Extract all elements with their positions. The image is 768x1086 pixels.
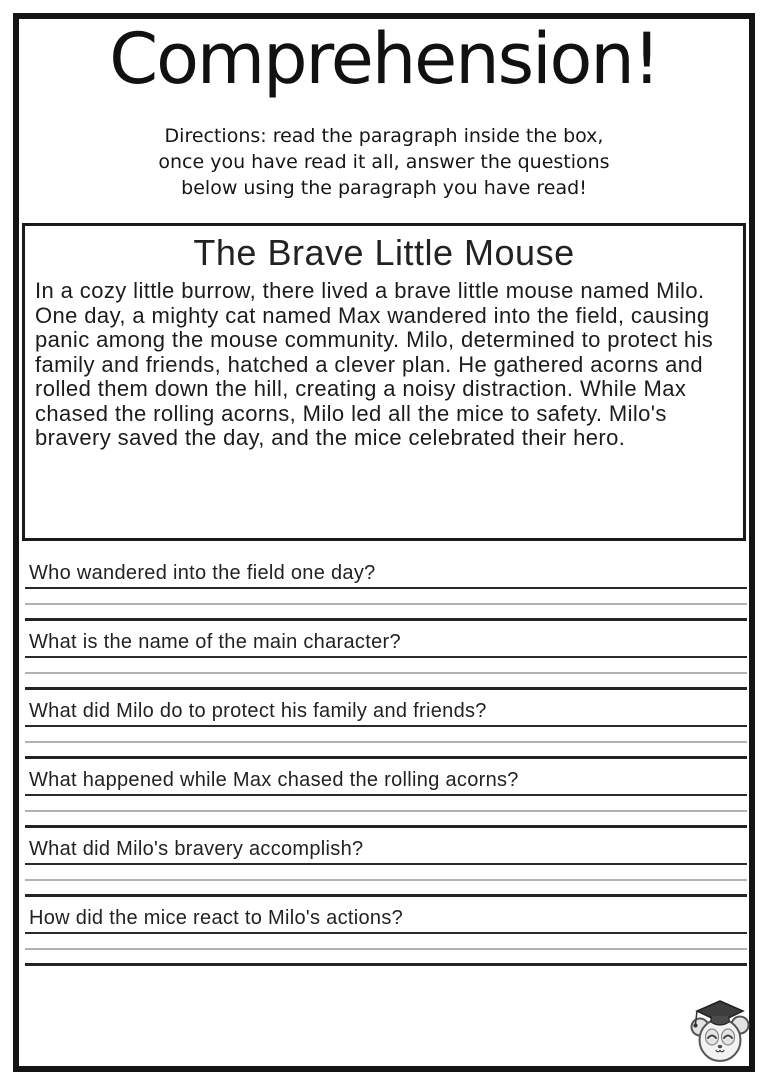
answer-line [25, 658, 747, 674]
answer-line [25, 605, 747, 621]
question-block-3 [25, 699, 747, 759]
question-block-5 [25, 837, 747, 897]
question-text: Who wandered into the field one day? [25, 561, 747, 589]
question-block-2 [25, 630, 747, 690]
question-text: How did the mice react to Milo's actions? [25, 906, 747, 934]
answer-line [25, 950, 747, 966]
story-paragraph: In a cozy little burrow, there lived a brave little mouse named Milo. One day, a mighty cat named Max wandered into the field, causing panic among the mouse community. Milo, determined to protect his family and friends, hatched a clever plan. He gathered acorns and rolled them down the hill, creating a noisy distraction. While Max chased the rolling acorns, Milo led all the mice to safety. Milo's bravery saved the day, and the mice celebrated their hero. [35, 278, 714, 450]
directions-line: below using the paragraph you have read! [181, 177, 587, 199]
answer-line [25, 865, 747, 881]
answer-line [25, 743, 747, 759]
question-block-1 [25, 561, 747, 621]
page-title: Comprehension! [109, 18, 659, 100]
question-block-4 [25, 768, 747, 828]
question-block-6 [25, 906, 747, 966]
answer-line [25, 812, 747, 828]
answer-line [25, 674, 747, 690]
directions-text [0, 123, 768, 201]
answer-line [25, 934, 747, 950]
directions-line: once you have read it all, answer the questions [158, 151, 610, 173]
answer-line [25, 589, 747, 605]
question-text: What did Milo do to protect his family and friends? [25, 699, 747, 727]
story-title: The Brave Little Mouse [193, 232, 575, 273]
story-box [22, 223, 746, 541]
directions-line: Directions: read the paragraph inside the box, [164, 125, 604, 147]
questions-section [25, 561, 747, 975]
answer-line [25, 796, 747, 812]
answer-line [25, 881, 747, 897]
panda-graduation-cap-logo-icon [687, 999, 753, 1063]
question-text: What did Milo's bravery accomplish? [25, 837, 747, 865]
question-text: What is the name of the main character? [25, 630, 747, 658]
answer-line [25, 727, 747, 743]
question-text: What happened while Max chased the rolling acorns? [25, 768, 747, 796]
